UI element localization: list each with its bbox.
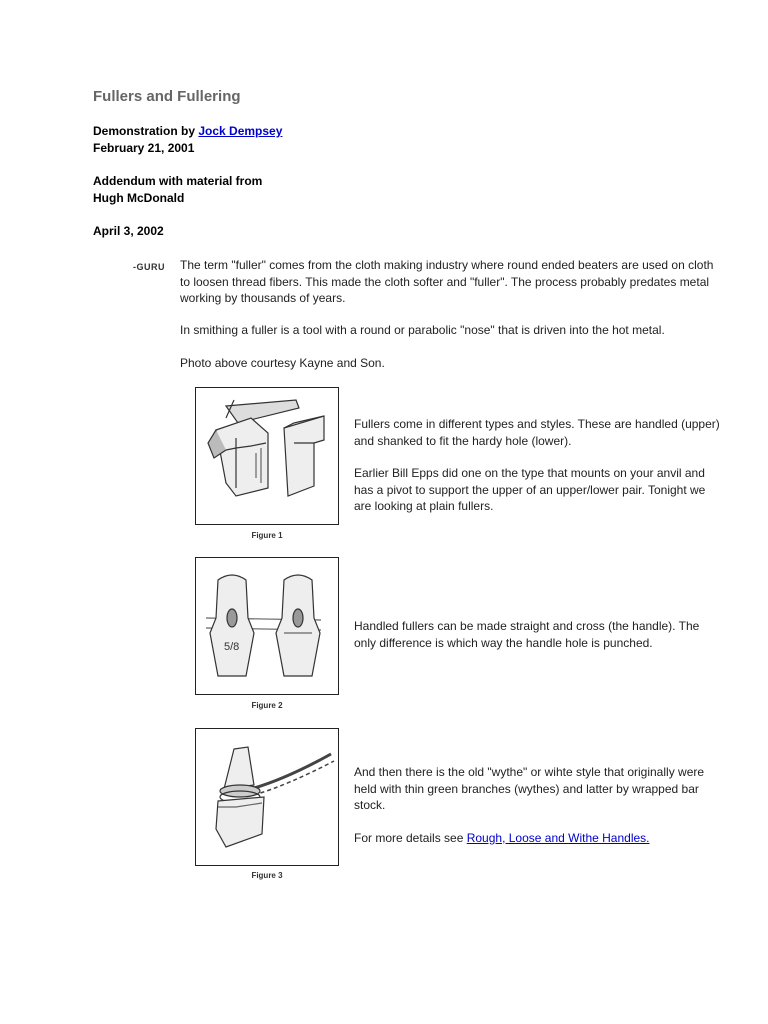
figure-1-caption: Figure 1 bbox=[251, 531, 283, 540]
figure-3-paragraph-2 bbox=[354, 830, 724, 847]
demo-prefix: Demonstration by bbox=[93, 124, 199, 138]
author-link[interactable]: Jock Dempsey bbox=[198, 124, 283, 138]
figure-2-text bbox=[354, 618, 724, 667]
intro-paragraph-2 bbox=[180, 322, 720, 339]
figure-2-stamp: 5/8 bbox=[224, 641, 240, 653]
intro-paragraph-1 bbox=[180, 257, 720, 307]
intro-text-1: The term "fuller" comes from the cloth making industry where round ended beaters are used on cloth to loosen thread fibers. This made the cloth softer and "fuller". The process probably predates metal working by thousands of years. bbox=[180, 258, 714, 305]
addendum-date: April 3, 2002 bbox=[93, 224, 164, 238]
intro-paragraph-3 bbox=[180, 355, 720, 372]
page-title: Fullers and Fullering bbox=[93, 88, 241, 105]
intro-text-2: In smithing a fuller is a tool with a round or parabolic "nose" that is driven into the hot metal. bbox=[180, 323, 665, 337]
demonstration-credit bbox=[93, 123, 282, 140]
fuller-sketch-1 bbox=[196, 388, 337, 523]
figure-3-image bbox=[195, 728, 339, 866]
handles-link[interactable]: Rough, Loose and Withe Handles. bbox=[466, 830, 650, 845]
figure-2-image bbox=[195, 557, 339, 695]
fuller-sketch-2 bbox=[196, 558, 337, 693]
figure-1-image bbox=[195, 387, 339, 525]
figure-1-paragraph-1: Fullers come in different types and styles. These are handled (upper) and shanked to fit the hardy hole (lower). bbox=[354, 417, 720, 448]
guru-label: -GURU bbox=[133, 262, 165, 272]
figure-2-caption: Figure 2 bbox=[251, 701, 283, 710]
addendum-line-1: Addendum with material from bbox=[93, 174, 263, 188]
figure-3-caption: Figure 3 bbox=[251, 871, 283, 880]
figure-3-text bbox=[354, 764, 724, 862]
figure-2-paragraph-1: Handled fullers can be made straight and cross (the handle). The only difference is which way the handle hole is punched. bbox=[354, 619, 700, 650]
fuller-sketch-3 bbox=[196, 729, 337, 864]
addendum-line-2: Hugh McDonald bbox=[93, 191, 185, 205]
figure-1-paragraph-2: Earlier Bill Epps did one on the type that mounts on your anvil and has a pivot to support the upper of an upper/lower pair. Tonight we are looking at plain fullers. bbox=[354, 466, 706, 513]
demo-date: February 21, 2001 bbox=[93, 141, 195, 155]
figure-3-paragraph-1: And then there is the old "wythe" or wihte style that originally were held with thin green branches (wythes) and latter by wrapped bar stock. bbox=[354, 765, 705, 812]
link-prefix: For more details see bbox=[354, 830, 467, 845]
intro-text-3: Photo above courtesy Kayne and Son. bbox=[180, 356, 385, 370]
figure-1-text bbox=[354, 416, 724, 531]
